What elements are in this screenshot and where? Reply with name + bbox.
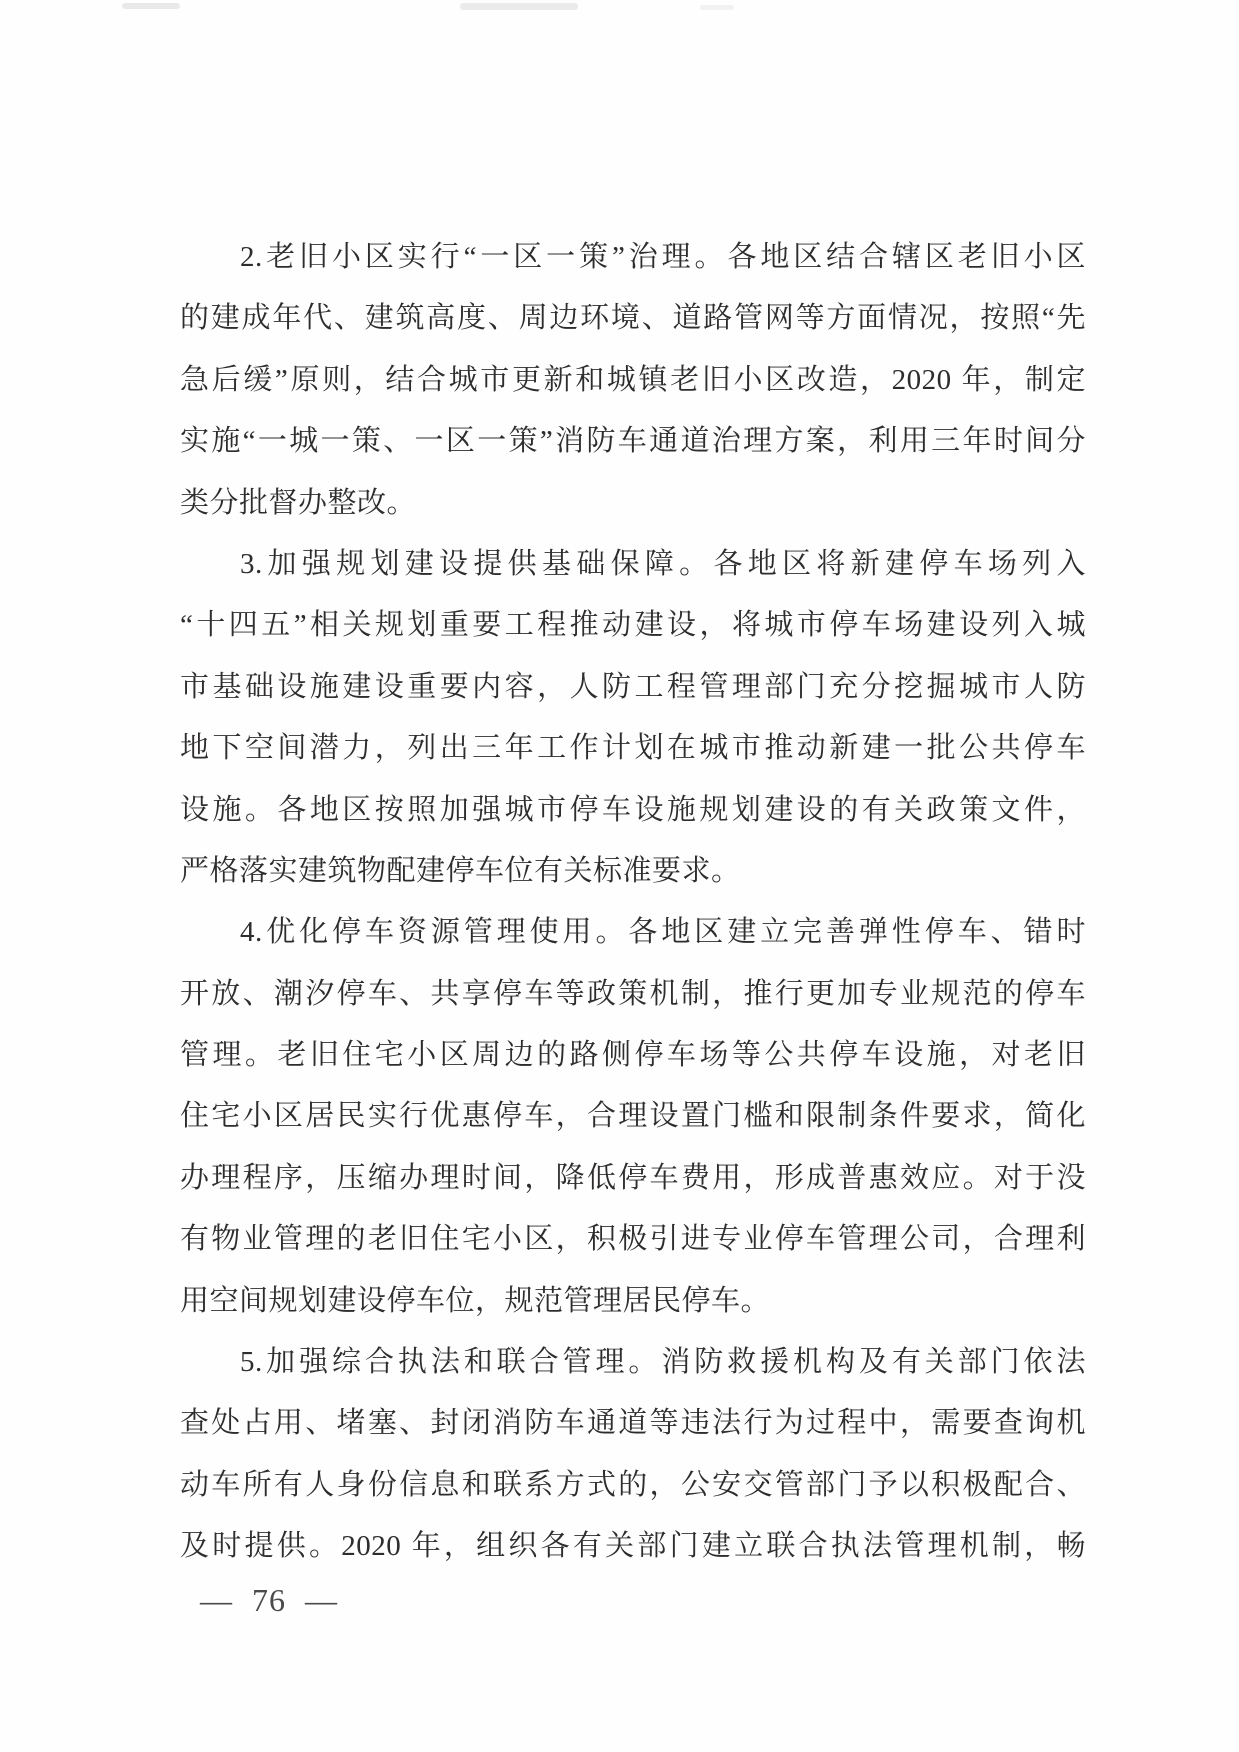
paragraph-item-2 [180,227,1086,534]
text-line: “十四五”相关规划重要工程推动建设，将城市停车场建设列入城 [180,609,1086,642]
text-line: 及时提供。2020 年，组织各有关部门建立联合执法管理机制，畅 [180,1530,1086,1563]
document-body [180,227,1086,1578]
text-line: 市基础设施建设重要内容，人防工程管理部门充分挖掘城市人防 [180,670,1086,703]
text-line: 设施。各地区按照加强城市停车设施规划建设的有关政策文件， [180,793,1086,826]
text-line: 实施“一城一策、一区一策”消防车通道治理方案，利用三年时间分 [180,425,1086,458]
text-line: 5.加强综合执法和联合管理。消防救援机构及有关部门依法 [240,1346,1086,1379]
text-line: 3.加强规划建设提供基础保障。各地区将新建停车场列入 [240,547,1086,580]
paragraph-item-3 [180,534,1086,902]
text-line: 的建成年代、建筑高度、周边环境、道路管网等方面情况，按照“先 [180,302,1086,335]
page-number: — 76 — [200,1582,338,1618]
page-footer [200,1578,338,1622]
text-line: 查处占用、堵塞、封闭消防车通道等违法行为过程中，需要查询机 [180,1407,1086,1440]
paragraph-item-4 [180,902,1086,1332]
text-line: 类分批督办整改。 [180,486,417,519]
text-line: 有物业管理的老旧住宅小区，积极引进专业停车管理公司，合理利 [180,1223,1086,1256]
text-line: 4.优化停车资源管理使用。各地区建立完善弹性停车、错时 [240,916,1086,949]
text-line: 办理程序，压缩办理时间，降低停车费用，形成普惠效应。对于没 [180,1161,1086,1194]
text-line: 严格落实建筑物配建停车位有关标准要求。 [180,854,741,887]
text-line: 2.老旧小区实行“一区一策”治理。各地区结合辖区老旧小区 [240,241,1086,273]
text-line: 动车所有人身份信息和联系方式的，公安交管部门予以积极配合、 [180,1468,1086,1501]
text-line: 住宅小区居民实行优惠停车，合理设置门槛和限制条件要求，简化 [180,1100,1086,1133]
text-line: 管理。老旧住宅小区周边的路侧停车场等公共停车设施，对老旧 [180,1039,1086,1072]
text-line: 地下空间潜力，列出三年工作计划在城市推动新建一批公共停车 [180,732,1086,765]
text-line: 用空间规划建设停车位，规范管理居民停车。 [180,1284,771,1317]
paragraph-item-5 [180,1332,1086,1578]
text-line: 开放、潮汐停车、共享停车等政策机制，推行更加专业规范的停车 [180,977,1086,1010]
scan-artifact [122,3,180,9]
text-line: 急后缓”原则，结合城市更新和城镇老旧小区改造，2020 年，制定 [180,363,1086,396]
scan-artifact [700,5,734,10]
scan-artifact [460,3,578,10]
